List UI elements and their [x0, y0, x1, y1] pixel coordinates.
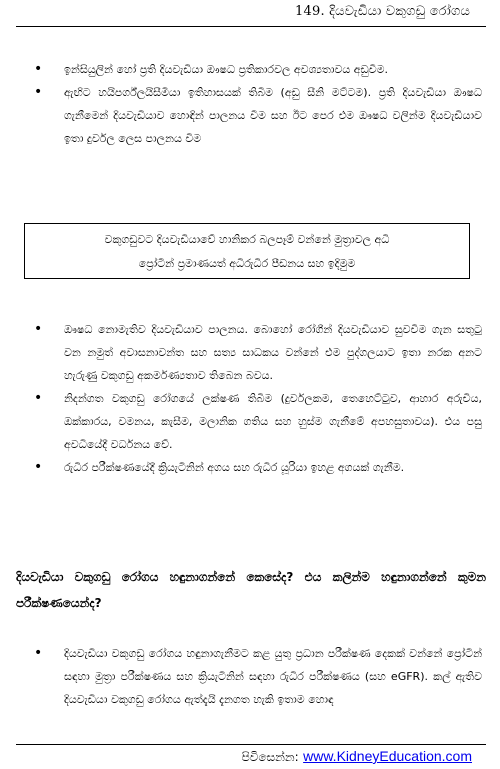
list-item: [34, 642, 482, 711]
list-item: [34, 318, 482, 387]
list-item: [34, 58, 482, 81]
list-item-text: ඇඟිට හයිපර්ග්ලයිසීමියා ඉතිහාසයක් තිබීම (අඩු සීනි මට්ටම). ප්‍රති දියවැඩියා ඖෂධ ගැනීමෙන් දියවැඩියාව හොඳින් පාලනය වීම සහ ඊට පෙර එම ඖෂධ වලින්ම දියවැඩියාව ඉතා දුර්වල ලෙස පාලනය වීම: [64, 86, 482, 145]
list-item: [34, 456, 482, 479]
list-item-text: රුධිර පරීක්ෂණයේදී ක්‍රියැටිනින් අගය සහ රුධිර යූරියා ඉහළ අගයක් ගැනීම.: [64, 461, 405, 474]
callout-line-2: ප්‍රෝටීන් ප්‍රමාණයත් අධිරුධිර පීඩනය සහ ඉදිමුම: [138, 257, 356, 270]
bullet-icon: •: [34, 390, 43, 406]
callout-line-1: වකුගඩුවට දියවැඩියාවේ හානිකර බලපෑම් වන්නේ මුත්‍රාවල අධි: [104, 233, 390, 246]
footer-divider: [16, 744, 486, 745]
callout-box: [24, 223, 470, 279]
diagnosis-list: [34, 642, 482, 711]
page-footer: [242, 748, 472, 765]
list-item-text: නිදන්ගත වකුගඩු රෝගයේ ලක්ෂණ තිබීම (දුර්වලකම, තෙහෙට්ටුව, ආහාර අරුචිය, ඔක්කාරය, වමනය, කැසීම, මලානික ගතිය සහ හුස්ම ගැනීමේ අපහසුතාවය). එය පසු අවධියේදී වර්ධනය වේ.: [64, 392, 482, 451]
list-item-text: ඉන්සියුලින් හෝ ප්‍රති දියවැඩියා ඖෂධ ප්‍රතිකාරවල අවශ්‍යතාවය අඩුවීම.: [64, 63, 389, 76]
bullet-icon: •: [34, 84, 43, 100]
bullet-icon: •: [34, 321, 43, 337]
list-item-text: ඖෂධ නොමැතිව දියවැඩියාව පාලනය. බොහෝ රෝගීන් දියවැඩියාව සුවවීම ගැන සතුටු වන නමුත් අවාසනාවන්ත සහ සත්‍ය සාධකය වන්නේ එම පුද්ගලයාට ඉතා නරක අනට හැරුණු වකුගඩු අකර්මණ්‍යතාව තිබෙන බවය.: [64, 323, 482, 382]
page-header-title: 149. දියවැඩියා වකුගඩු රෝගය: [295, 4, 470, 19]
symptom-list-2: [34, 318, 482, 479]
header-divider: [16, 26, 486, 27]
bullet-icon: •: [34, 459, 43, 475]
list-item: [34, 81, 482, 150]
list-item-text: දියවැඩියා වකුගඩු රෝගය හඳුනාගැනීමට කළ යුතු ප්‍රධාන පරීක්ෂණ දෙකක් වන්නේ ප්‍රෝටීන් සඳහා මුත්‍රා පරීක්ෂණය සහ ක්‍රියැටිනින් සඳහා රුධිර පරීක්ෂණය (සහ eGFR). කල් ඇතිව දියවැඩියා වකුගඩු රෝගය ඇත්දැයි දැනගත හැකි ඉතාම හොඳ: [64, 647, 482, 706]
footer-visit-label: පිවිසෙන්න:: [241, 750, 299, 764]
footer-website-link[interactable]: www.KidneyEducation.com: [303, 748, 472, 764]
bullet-icon: •: [34, 645, 43, 661]
section-question-heading: දියවැඩියා වකුගඩු රෝගය හඳුනාගන්නේ කෙසේද? එය කලින්ම හඳුනාගන්නේ කුමන පරීක්ෂණයෙන්ද?: [16, 570, 486, 610]
list-item: [34, 387, 482, 456]
symptom-list-1: [34, 58, 482, 150]
bullet-icon: •: [34, 61, 43, 77]
